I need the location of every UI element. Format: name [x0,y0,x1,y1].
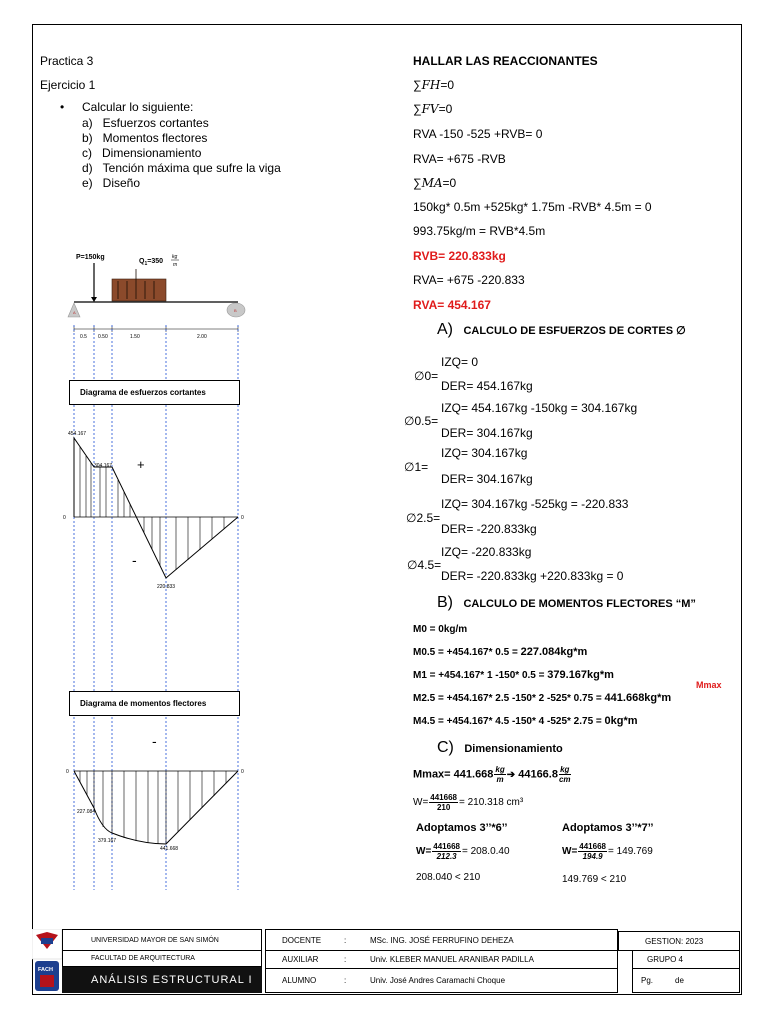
university-logo [32,929,62,993]
task-heading: Calcular lo siguiente: [82,100,194,114]
moment-equation: M0 = 0kg/m [413,624,468,635]
task-item: b) Momentos flectores [82,131,208,145]
span-label: 0.5 [80,334,87,340]
equation: RVA= +675 -220.833 [413,273,525,287]
point-load-label: P=150kg [76,254,105,261]
moment-diagram [60,725,260,860]
section-modulus-option-1: W= $\frac{441668}{212.3}$ = 208.0.40 [416,842,510,861]
positive-sign: + [137,457,145,472]
distributed-load-block [112,279,166,301]
shear-der: DER= 304.167kg [441,426,533,440]
span-label: 2.00 [197,334,207,340]
task-item: c) Dimensionamiento [82,146,202,160]
adopt-option-2: Adoptamos 3’’*7’’ [562,822,654,834]
moment-value-label: 379.167 [98,838,117,844]
shear-izq: IZQ= 304.167kg -525kg = -220.833 [441,497,629,511]
sum-ma-equation: ∑MA=0 [413,176,457,190]
mmax-conversion: Mmax= 441.668 $\frac{kg}{m}$ ➔ 44166.8 $\frac{kg}{cm}$ [413,765,571,784]
equation: 150kg* 0.5m +525kg* 1.75m -RVB* 4.5m = 0 [413,200,652,214]
gestion-cell: GESTION: 2023 [618,931,740,951]
point-load-arrowhead [91,297,97,302]
section-c-heading: C) Dimensionamiento [437,739,563,756]
course-name: ANÁLISIS ESTRUCTURAL I [62,967,262,993]
moment-equation: M2.5 = +454.167* 2.5 -150* 2 -525* 0.75 = 441.668kg*m [413,692,672,704]
faculty-name: FACULTAD DE ARQUITECTURA [62,951,262,967]
shear-point-label: ∅4.5= [407,558,442,572]
shear-izq: IZQ= 454.167kg -150kg = 304.167kg [441,401,638,415]
mmax-tag: Mmax [696,680,722,690]
dist-load-unit-den: m [173,262,178,268]
moment-equation: M4.5 = +454.167* 4.5 -150* 4 -525* 2.75 = 0kg*m [413,715,638,727]
bullet-dot: • [60,100,65,114]
task-list [82,116,281,191]
shear-value-label: 304.167 [94,463,113,469]
shear-der: DER= 304.167kg [441,472,533,486]
moment-value-label: 227.084 [77,809,96,815]
reactions-title: HALLAR LAS REACCIONANTES [413,54,598,68]
shear-zero-label: 0 [63,515,66,521]
adopt-option-1: Adoptamos 3’’*6’’ [416,822,508,834]
equation: RVA= +675 -RVB [413,152,506,166]
shear-point-label: ∅0.5= [404,414,439,428]
support-a-label: A [73,310,76,315]
section-modulus-required: W= $\frac{441668}{210}$ = 210.318 cm³ [413,793,524,812]
task-item: a) Esfuerzos cortantes [82,116,209,130]
comparison-2: 149.769 < 210 [562,874,627,885]
section-b-heading: B) CALCULO DE MOMENTOS FLECTORES “M” [437,594,696,611]
rvb-result: RVB= 220.833kg [413,249,506,263]
comparison-1: 208.040 < 210 [416,872,481,883]
section-modulus-option-2: W= $\frac{441668}{194.9}$ = 149.769 [562,842,653,861]
sum-fv-equation: ∑FV=0 [413,102,453,116]
moment-hatching [80,771,226,844]
practice-title: Practica 3 [40,54,94,68]
shear-diagram-title: Diagrama de esfuerzos cortantes [69,380,240,405]
grupo-cell: GRUPO 4 [632,951,740,969]
auxiliar-row: AUXILIAR : Univ. KLEBER MANUEL ARANIBAR PADILLA [265,951,618,969]
dist-load-unit-num: kg [172,254,178,260]
moment-diagram-title: Diagrama de momentos flectores [69,691,240,716]
span-label: 1.50 [130,334,140,340]
dist-load-label: $Q_1=350$ [139,258,164,267]
moment-curve [74,771,238,844]
shear-zero-label: 0 [241,515,244,521]
negative-sign: - [152,733,157,749]
span-label: 0.50 [98,334,108,340]
shear-izq: IZQ= -220.833kg [441,545,532,559]
rva-result: RVA= 454.167 [413,298,491,312]
moment-equation: M0.5 = +454.167* 0.5 = 227.084kg*m [413,646,588,658]
moment-value-label: 441.668 [160,846,179,852]
shear-diagram [60,420,260,600]
shear-der: DER= -220.833kg [441,522,537,536]
moment-zero-label: 0 [66,769,69,775]
shear-value-label: 454.167 [68,431,87,437]
shear-point-label: ∅0= [414,369,439,383]
shear-izq: IZQ= 304.167kg [441,446,528,460]
task-item: e) Diseño [82,176,141,190]
page-cell: Pg. de [632,969,740,993]
moment-equation: M1 = +454.167* 1 -150* 0.5 = 379.167kg*m [413,669,614,681]
exercise-title: Ejercicio 1 [40,78,96,92]
shear-der: DER= 454.167kg [441,379,533,393]
equation: 993.75kg/m = RVB*4.5m [413,224,546,238]
negative-sign: - [132,552,137,568]
task-item: d) Tención máxima que sufre la viga [82,161,281,175]
sum-fh-equation: ∑FH=0 [413,78,455,92]
alumno-row: ALUMNO : Univ. José Andres Caramachi Choque [265,969,618,993]
shear-curve [74,438,238,578]
university-name: UNIVERSIDAD MAYOR DE SAN SIMÓN [62,929,262,951]
logo-lettering: FACH [38,967,53,973]
docente-row: DOCENTE : MSc. ING. JOSÉ FERRUFINO DEHEZA [265,929,618,951]
moment-zero-label: 0 [241,769,244,775]
shear-point-label: ∅1= [404,460,429,474]
shear-der: DER= -220.833kg +220.833kg = 0 [441,569,624,583]
equation: RVA -150 -525 +RVB= 0 [413,127,543,141]
section-a-heading: A) CALCULO DE ESFUERZOS DE CORTES ∅ [437,321,686,338]
support-b-label: B [234,308,237,313]
shear-point-label: ∅2.5= [406,511,441,525]
shear-value-label: 220.833 [157,584,176,590]
shear-izq: IZQ= 0 [441,355,479,369]
